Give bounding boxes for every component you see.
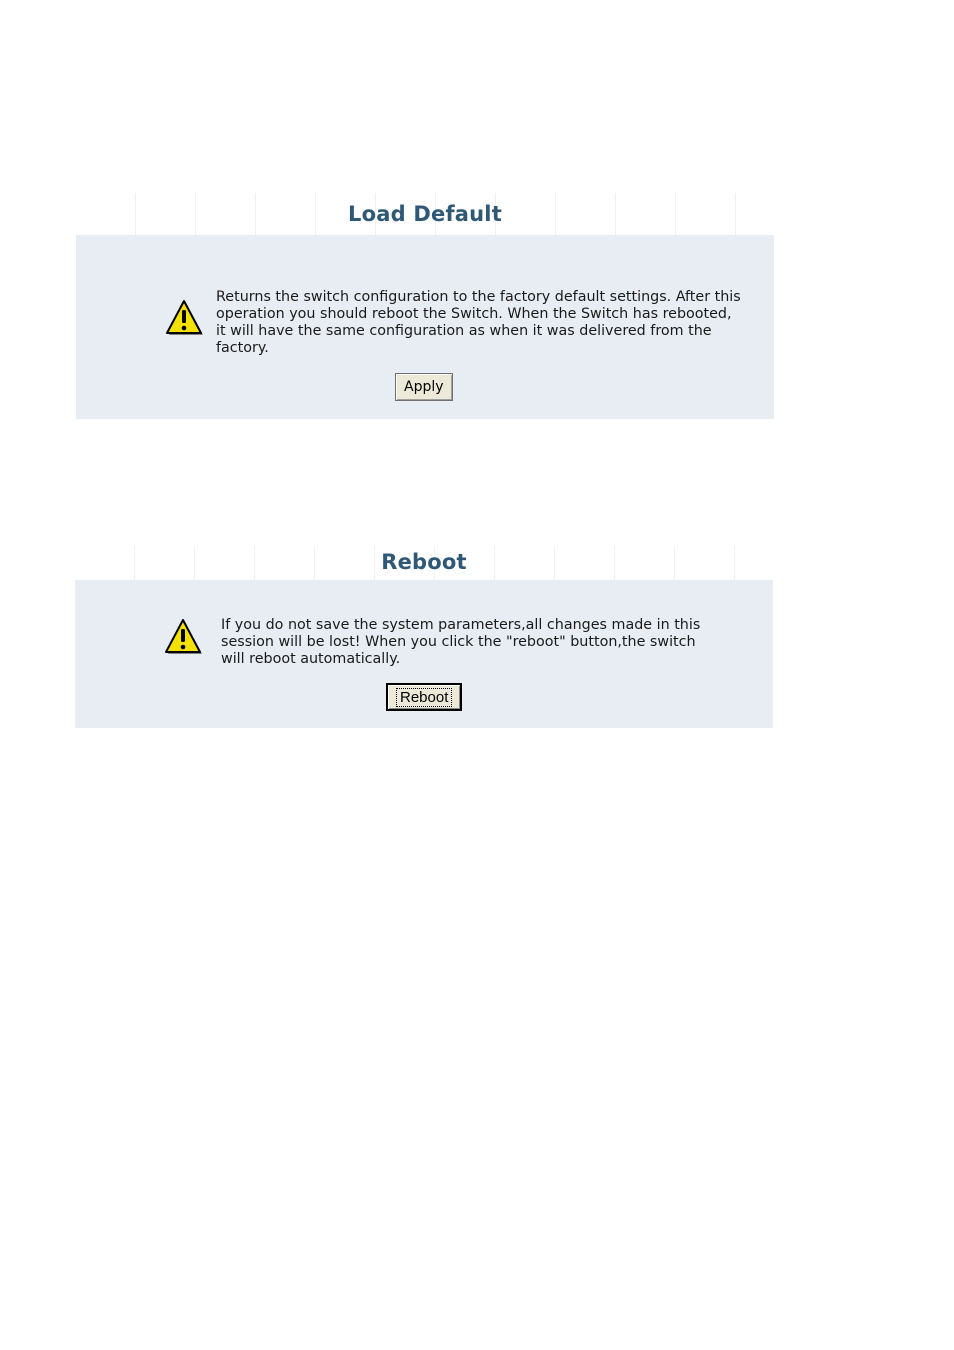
message-line: Returns the switch configuration to the factory default settings. After this — [216, 289, 741, 305]
reboot-body — [75, 580, 773, 728]
load-default-body — [76, 235, 774, 419]
reboot-title-strip — [75, 546, 773, 580]
message-line: it will have the same configuration as when it was delivered from the — [216, 323, 712, 339]
load-default-title: Load Default — [348, 202, 502, 226]
message-line: factory. — [216, 340, 269, 356]
load-default-message — [216, 289, 776, 357]
message-line: If you do not save the system parameters,all changes made in this — [221, 617, 701, 633]
load-default-title-strip — [76, 193, 774, 235]
reboot-button-label: Reboot — [396, 688, 452, 707]
warning-icon — [164, 618, 204, 658]
apply-button[interactable]: Apply — [395, 373, 453, 401]
reboot-button[interactable] — [386, 683, 462, 711]
load-default-panel — [56, 193, 776, 419]
message-line: will reboot automatically. — [221, 651, 401, 667]
reboot-message — [221, 617, 761, 668]
warning-icon — [165, 299, 205, 339]
message-line: operation you should reboot the Switch. When the Switch has rebooted, — [216, 306, 732, 322]
message-line: session will be lost! When you click the "reboot" button,the switch — [221, 634, 696, 650]
reboot-panel — [55, 546, 775, 728]
reboot-title: Reboot — [381, 550, 467, 574]
